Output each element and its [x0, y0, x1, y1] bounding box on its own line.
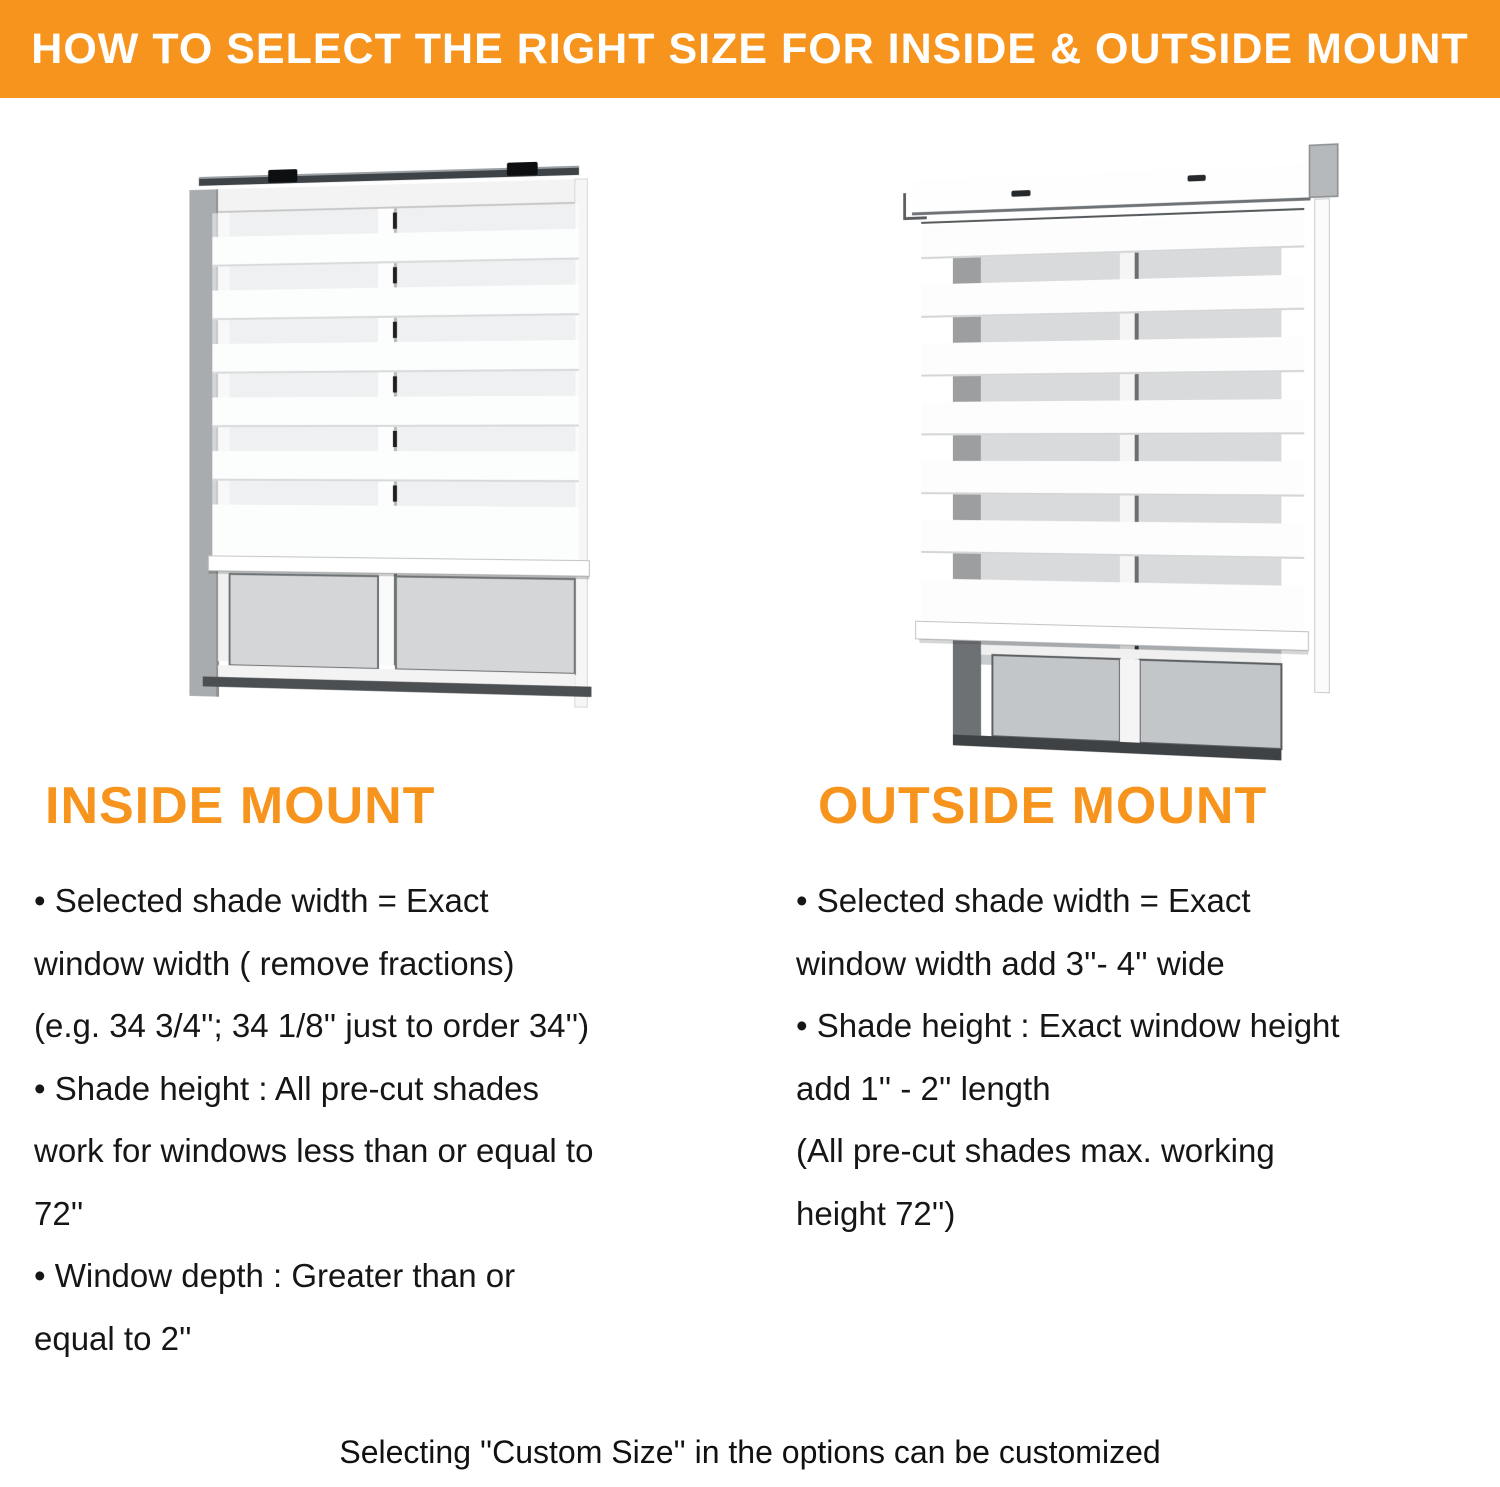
- instruction-line: add 1'' - 2'' length: [796, 1069, 1051, 1107]
- outside-mount-illustration: [899, 133, 1342, 771]
- instruction-line: equal to 2'': [34, 1319, 192, 1357]
- lower-window-panes: [953, 644, 1282, 749]
- inside-mount-window-drawing: [174, 146, 602, 738]
- mounting-bracket-icon: [268, 169, 297, 183]
- instruction-line: window width add 3''- 4'' wide: [796, 944, 1225, 982]
- instruction-line: work for windows less than or equal to: [34, 1132, 594, 1169]
- inside-mount-instructions: [34, 870, 750, 1370]
- mounting-bracket-icon: [507, 162, 538, 176]
- inside-mount-illustration: [174, 146, 602, 738]
- instruction-line: window width ( remove fractions): [34, 944, 515, 982]
- instruction-line: • Shade height : All pre-cut shades: [34, 1069, 540, 1107]
- outside-mount-window-drawing: [899, 133, 1342, 771]
- lower-window-panes: [218, 574, 575, 686]
- footer-note: Selecting ''Custom Size'' in the options can be customized: [339, 1434, 1161, 1470]
- outside-mount-instructions: [796, 870, 1496, 1245]
- wall-mounting-strip: [905, 144, 1338, 219]
- screw-slot-icon: [1188, 175, 1206, 182]
- instruction-line: (All pre-cut shades max. working: [796, 1132, 1275, 1169]
- instruction-line: • Selected shade width = Exact: [34, 882, 489, 919]
- instruction-line: height 72''): [796, 1194, 956, 1232]
- instruction-line: • Selected shade width = Exact: [796, 882, 1251, 919]
- shade-side-profile: [1315, 199, 1330, 693]
- header-banner: [0, 0, 1500, 98]
- outside-mount-heading: OUTSIDE MOUNT: [818, 777, 1268, 835]
- instruction-line: • Shade height : Exact window height: [796, 1007, 1340, 1044]
- screw-slot-icon: [1011, 190, 1030, 197]
- wall-return-block: [1309, 144, 1337, 197]
- instruction-line: • Window depth : Greater than or: [34, 1257, 516, 1294]
- inside-mount-heading: INSIDE MOUNT: [45, 777, 436, 835]
- banner-title: HOW TO SELECT THE RIGHT SIZE FOR INSIDE & OUTSIDE MOUNT: [31, 24, 1469, 73]
- instruction-line: 72'': [34, 1194, 84, 1232]
- instruction-line: (e.g. 34 3/4''; 34 1/8'' just to order 34''): [34, 1007, 590, 1044]
